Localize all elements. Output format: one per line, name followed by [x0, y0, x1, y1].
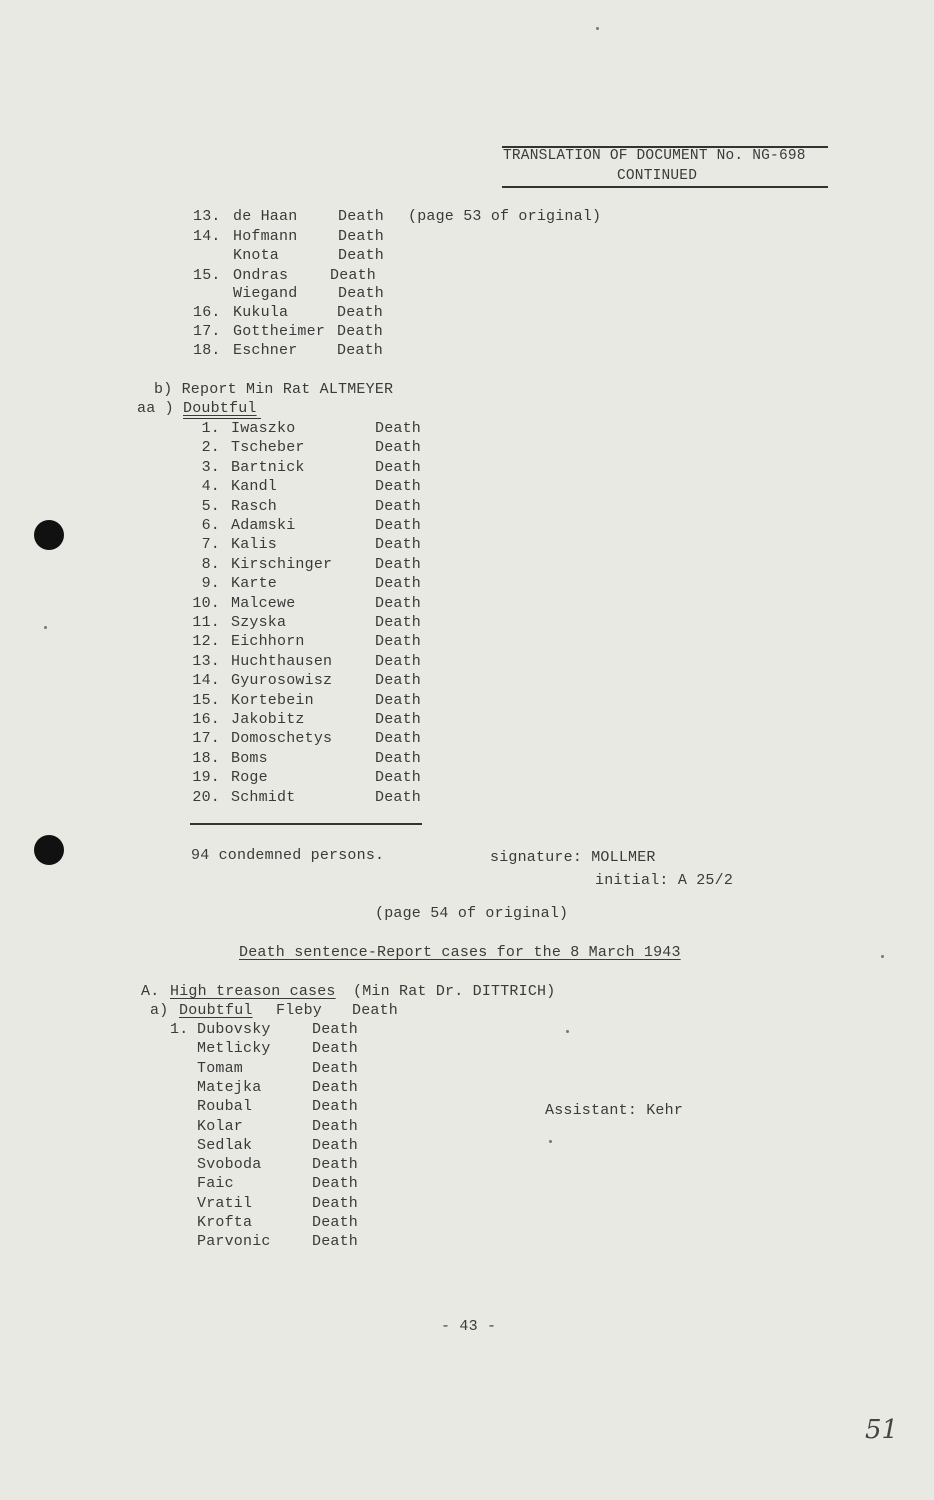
assistant-line: Assistant: Kehr: [545, 1102, 684, 1119]
section-b-end-rule: [190, 823, 422, 825]
list-item-verdict: Death: [375, 420, 422, 437]
document-title: TRANSLATION OF DOCUMENT No. NG-698: [503, 148, 806, 164]
list-item-number: 11.: [192, 614, 220, 631]
paper-speck: [881, 955, 884, 958]
folio-handwritten: 51: [865, 1415, 899, 1445]
list-item-name: Tscheber: [231, 439, 305, 457]
list-item-number: 9.: [201, 575, 220, 593]
list-item-name: Jakobitz: [231, 711, 305, 728]
list-item-verdict: Death: [375, 730, 422, 748]
condemned-count: 94 condemned persons.: [191, 847, 385, 864]
list-item-verdict: Death: [312, 1040, 359, 1058]
list-item-number: 5.: [201, 497, 220, 515]
list-item-verdict: Death: [375, 769, 422, 787]
list-item-name: Ondras: [233, 267, 289, 284]
list-item-name: Hofmann: [233, 228, 298, 245]
list-item-number: 14.: [192, 672, 220, 690]
list-item-number: 16.: [193, 304, 221, 321]
list-item-verdict: Death: [312, 1059, 359, 1077]
list-item-number: 13.: [193, 208, 221, 225]
list-item-verdict: Death: [312, 1214, 359, 1231]
list-item-name: de Haan: [233, 208, 298, 225]
section-A-heading-rest: (Min Rat Dr. DITTRICH): [353, 983, 556, 1000]
list-item-verdict: Death: [337, 342, 384, 359]
section-b-doubtful-label: Doubtful: [183, 400, 257, 417]
list-item-verdict: Death: [375, 788, 422, 806]
section-A-heading: High treason cases: [170, 983, 336, 1000]
list-item-name: Svoboda: [197, 1156, 262, 1174]
list-item-name: Kolar: [197, 1117, 244, 1135]
section-b-heading: b) Report Min Rat ALTMEYER: [154, 381, 394, 398]
list-item-name: Faic: [197, 1175, 234, 1193]
list-item-verdict: Death: [375, 439, 422, 457]
list-item-number: 18.: [192, 749, 220, 767]
list-item-name: Tomam: [197, 1059, 244, 1077]
section-b-sub-prefix: aa ): [137, 400, 174, 417]
section-A-doubtful-label: Doubtful: [179, 1002, 253, 1019]
punch-hole-top: [34, 520, 64, 550]
list-item-name: Roubal: [197, 1098, 253, 1116]
section-A-number: 1.: [170, 1021, 189, 1038]
list-item-verdict: Death: [375, 575, 422, 593]
list-item-number: 18.: [193, 342, 221, 359]
list-item-verdict: Death: [312, 1175, 359, 1193]
list-item-verdict: Death: [312, 1098, 359, 1116]
list-item-number: 7.: [201, 536, 220, 554]
list-item-name: Roge: [231, 769, 268, 787]
initial-line: initial: A 25/2: [595, 872, 734, 889]
list-item-number: 2.: [201, 439, 220, 457]
continued-label: CONTINUED: [617, 168, 698, 184]
section-A-sub-prefix: a): [150, 1002, 169, 1019]
paper-speck: [44, 626, 47, 629]
list-item-name: Kandl: [231, 478, 278, 496]
list-item-name: Kortebein: [231, 691, 314, 709]
list-item-verdict: Death: [312, 1233, 359, 1251]
list-item-name: Vratil: [197, 1194, 253, 1212]
list-item-number: 14.: [193, 228, 221, 245]
list-item-name: Eschner: [233, 342, 298, 359]
list-item-name: Metlicky: [197, 1040, 271, 1058]
list-item-number: 8.: [201, 555, 220, 573]
list-item-verdict: Death: [338, 208, 385, 225]
list-item-number: 13.: [192, 652, 220, 670]
list-item-name: Knota: [233, 247, 280, 264]
list-item-verdict: Death: [375, 594, 422, 612]
list-item-number: 17.: [193, 323, 221, 340]
list-item-name: Eichhorn: [231, 633, 305, 651]
list-item-number: 16.: [192, 711, 220, 728]
punch-hole-bottom: [34, 835, 64, 865]
list-item-name: Szyska: [231, 614, 287, 631]
list-item-verdict: Death: [312, 1136, 359, 1154]
paper-speck: [596, 27, 599, 30]
list-item-name: Adamski: [231, 517, 296, 534]
section-A-first-name: Fleby: [276, 1002, 323, 1019]
list-item-verdict: Death: [375, 517, 422, 534]
list-item-name: Schmidt: [231, 788, 296, 806]
list-item-number: 10.: [192, 594, 220, 612]
list-item-name: Dubovsky: [197, 1021, 271, 1038]
header-bottom-rule: [502, 186, 828, 188]
list-item-verdict: Death: [338, 285, 385, 302]
list-item-verdict: Death: [375, 633, 422, 651]
list-item-name: Kukula: [233, 304, 289, 321]
list-item-verdict: Death: [375, 749, 422, 767]
list-item-name: Domoschetys: [231, 730, 333, 748]
list-item-number: 3.: [201, 458, 220, 476]
list-item-number: 20.: [192, 788, 220, 806]
list-item-name: Parvonic: [197, 1233, 271, 1251]
list-item-name: Malcewe: [231, 594, 296, 612]
section-A-first-verdict: Death: [352, 1002, 399, 1019]
list-item-name: Gottheimer: [233, 323, 326, 340]
list-item-name: Wiegand: [233, 285, 298, 302]
signature-line: signature: MOLLMER: [490, 849, 656, 866]
list-item-name: Rasch: [231, 497, 278, 515]
list-item-name: Kirschinger: [231, 555, 333, 573]
list-item-verdict: Death: [312, 1021, 359, 1038]
list-item-name: Kalis: [231, 536, 278, 554]
page-ref-53: (page 53 of original): [408, 208, 602, 225]
list-item-verdict: Death: [375, 672, 422, 690]
list-item-name: Gyurosowisz: [231, 672, 333, 690]
list-item-verdict: Death: [312, 1078, 359, 1096]
list-item-name: Bartnick: [231, 458, 305, 476]
list-item-name: Krofta: [197, 1214, 253, 1231]
page-number: - 43 -: [441, 1318, 497, 1335]
list-item-number: 12.: [192, 633, 220, 651]
list-item-number: 15.: [193, 267, 221, 284]
section-b-underline: [183, 418, 261, 419]
list-item-name: Iwaszko: [231, 420, 296, 437]
section-A-prefix: A.: [141, 983, 160, 1000]
list-item-name: Sedlak: [197, 1136, 253, 1154]
list-item-verdict: Death: [375, 478, 422, 496]
list-item-verdict: Death: [338, 228, 385, 245]
list-item-verdict: Death: [375, 691, 422, 709]
list-item-number: 1.: [201, 420, 220, 437]
list-item-name: Matejka: [197, 1078, 262, 1096]
paper-speck: [549, 1140, 552, 1143]
list-item-verdict: Death: [312, 1156, 359, 1174]
list-item-number: 6.: [201, 517, 220, 534]
list-item-number: 4.: [201, 478, 220, 496]
list-item-verdict: Death: [375, 458, 422, 476]
list-item-verdict: Death: [312, 1117, 359, 1135]
page-ref-54: (page 54 of original): [375, 905, 569, 922]
list-item-verdict: Death: [375, 652, 422, 670]
list-item-number: 19.: [192, 769, 220, 787]
list-item-verdict: Death: [375, 536, 422, 554]
paper-speck: [566, 1030, 569, 1033]
list-item-name: Karte: [231, 575, 278, 593]
report-title: Death sentence-Report cases for the 8 March 1943: [239, 944, 681, 961]
list-item-verdict: Death: [375, 555, 422, 573]
list-item-name: Huchthausen: [231, 652, 333, 670]
list-item-number: 17.: [192, 730, 220, 748]
list-item-name: Boms: [231, 749, 268, 767]
list-item-verdict: Death: [338, 247, 385, 264]
list-item-verdict: Death: [337, 304, 384, 321]
list-item-verdict: Death: [312, 1194, 359, 1212]
list-item-verdict: Death: [375, 497, 422, 515]
list-item-verdict: Death: [337, 323, 384, 340]
list-item-verdict: Death: [375, 711, 422, 728]
list-item-verdict: Death: [330, 267, 377, 284]
list-item-verdict: Death: [375, 614, 422, 631]
list-item-number: 15.: [192, 691, 220, 709]
